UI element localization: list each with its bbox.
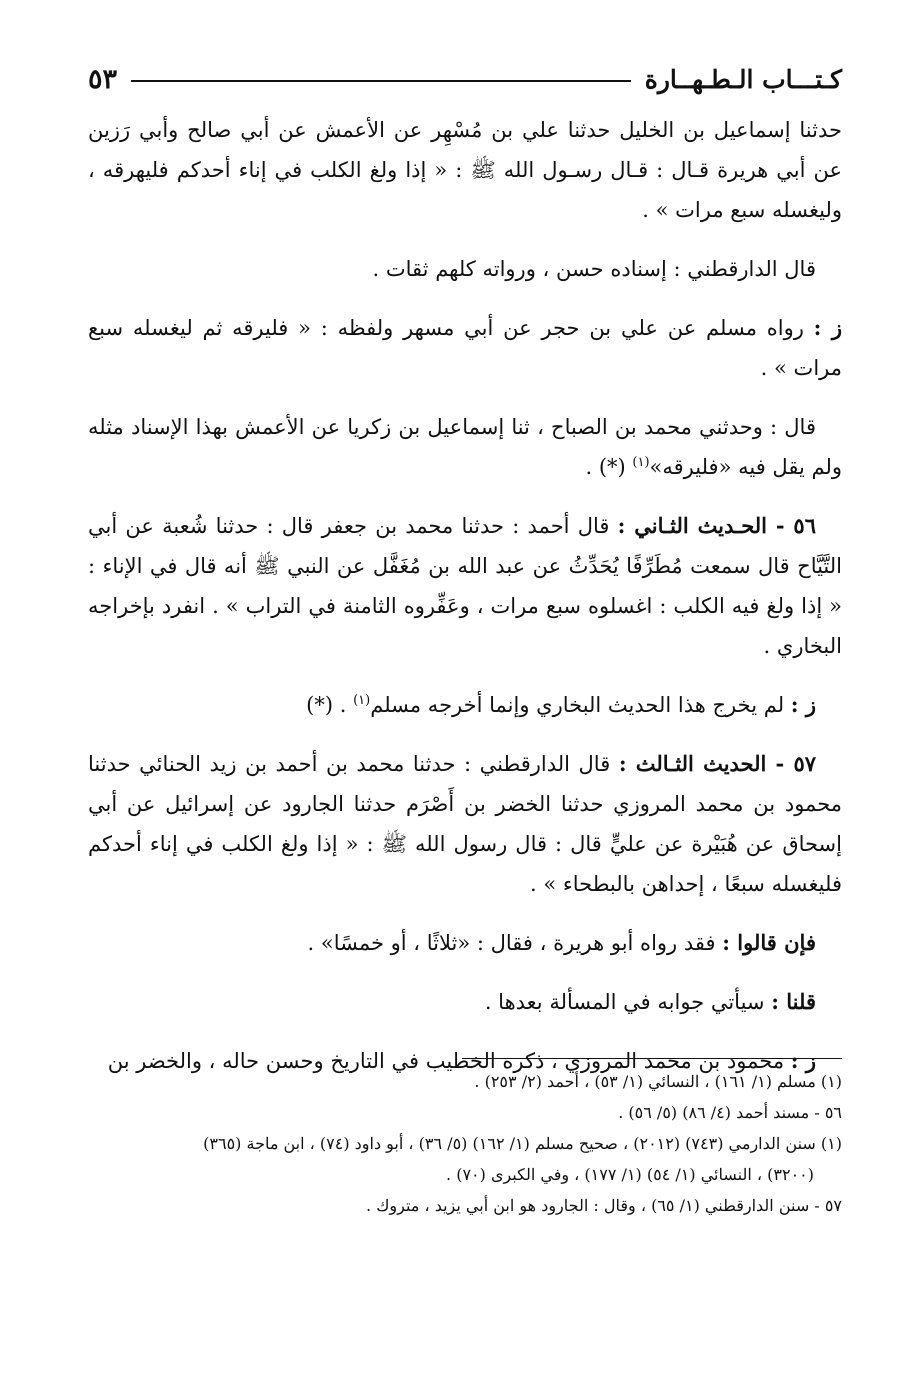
footnote: (١) سنن الدارمي (٧٤٣) (٢٠١٢) ، صحيح مسلم (١/ ١٦٢) (٥/ ٣٦) ، أبو داود (٧٤) ، ابن ماجة (٣٦٥): [203, 1134, 842, 1153]
footnote: ٥٧ - سنن الدارقطني (١/ ٦٥) ، وقال : الجارود هو ابن أبي يزيد ، متروك .: [366, 1196, 842, 1215]
paragraph-text: حدثنا إسماعيل بن الخليل حدثنا علي بن مُسْهِر عن الأعمش عن أبي صالح وأبي رَزين عن أبي هريرة قـال : قـال رسـول الله ﷺ : « إذا ولغ الكلب في إناء أحدكم فليهرقه ، وليغسله سبع مرات » .: [88, 118, 842, 222]
paragraph-text: محمود بن محمد المروزي ، ذكره الخطيب في التاريخ وحسن حاله ، والخضر بن: [107, 1049, 785, 1073]
paragraph-text: قال أحمد : حدثنا محمد بن جعفر قال : حدثنا شُعبة عن أبي التَّيَّاح قال سمعت مُطَرِّفًا يُحَدِّثُ عن عبد الله بن مُغَفَّل عن النبي ﷺ أنه قال في الإناء : « إذا ولغ فيه الكلب : اغسلوه سبع مرات ، وعَفِّروه الثامنة في التراب » . انفرد بإخراجه البخاري .: [88, 514, 842, 658]
footnote-continuation: (٣٢٠٠) ، النسائي (١/ ٥٤) (١/ ١٧٧) ، وفي الكبرى (٧٠) .: [446, 1165, 814, 1184]
objection-marker: فإن قالوا :: [722, 930, 816, 955]
reply-marker: قلنا :: [771, 989, 816, 1014]
paragraph-hadith-isnad: [88, 110, 842, 230]
paragraph-tail: (*) .: [585, 455, 633, 479]
footnote-separator: [462, 1058, 842, 1059]
running-header: [88, 58, 842, 100]
paragraph-daraqutni-grading: [88, 249, 842, 289]
header-rule: [131, 80, 631, 82]
paragraph-objection: [88, 923, 842, 963]
paragraph-text: رواه مسلم عن علي بن حجر عن أبي مسهر ولفظه : « فليرقه ثم ليغسله سبع مرات » .: [88, 316, 842, 380]
hadith-heading: ٥٦ - الحـديث الثـاني :: [617, 513, 816, 538]
paragraph-tail: . (*): [306, 693, 354, 717]
ziyada-marker: ز :: [813, 315, 842, 340]
footnote-ref: (١): [353, 693, 371, 708]
hadith-heading: ٥٧ - الحديث الثـالث :: [618, 751, 816, 776]
paragraph-text: فقد رواه أبو هريرة ، فقال : «ثلاثًا ، أو خمسًا» .: [307, 931, 716, 955]
paragraph-ziyada-56: [88, 685, 842, 725]
paragraph-hadith-57: [88, 744, 842, 904]
ziyada-marker: ز :: [790, 1048, 816, 1073]
footnote: ٥٦ - مسند أحمد (٤/ ٨٦) (٥/ ٥٦) .: [618, 1103, 842, 1122]
paragraph-text: قال : وحدثني محمد بن الصباح ، ثنا إسماعيل بن زكريا عن الأعمش بهذا الإسناد مثله ولم يقل فيه «فليرقه»: [88, 415, 842, 479]
paragraph-hadith-56: [88, 506, 842, 666]
paragraph-text: سيأتي جوابه في المسألة بعدها .: [484, 990, 765, 1014]
main-text: [88, 110, 842, 1081]
footnotes: [88, 1066, 842, 1221]
paragraph-ziyada-muslim: [88, 308, 842, 388]
paragraph-reply: [88, 982, 842, 1022]
paragraph-second-isnad: [88, 407, 842, 487]
book-title: كـتـــاب الـطـهــارة: [644, 64, 842, 94]
paragraph-text: قال الدارقطني : حدثنا محمد بن أحمد بن زيد الحنائي حدثنا محمود بن محمد المروزي حدثنا الخضر بن أَصْرَم حدثنا الجارود عن إسرائيل عن أبي إسحاق عن هُبَيْرة عن عليٍّ قال : قال رسول الله ﷺ : « إذا ولغ الكلب في إناء أحدكم فليغسله سبعًا ، إحداهن بالبطحاء » .: [88, 752, 842, 896]
footnote: (١) مسلم (١/ ١٦١) ، النسائي (١/ ٥٣) ، أحمد (٢/ ٢٥٣) .: [474, 1072, 842, 1091]
paragraph-text: قال الدارقطني : إسناده حسن ، ورواته كلهم ثقات .: [372, 257, 816, 281]
footnote-ref: (١): [632, 455, 650, 470]
page-number: ٥٣: [88, 63, 118, 95]
paragraph-text: لم يخرج هذا الحديث البخاري وإنما أخرجه مسلم: [370, 693, 785, 717]
ziyada-marker: ز :: [790, 692, 816, 717]
